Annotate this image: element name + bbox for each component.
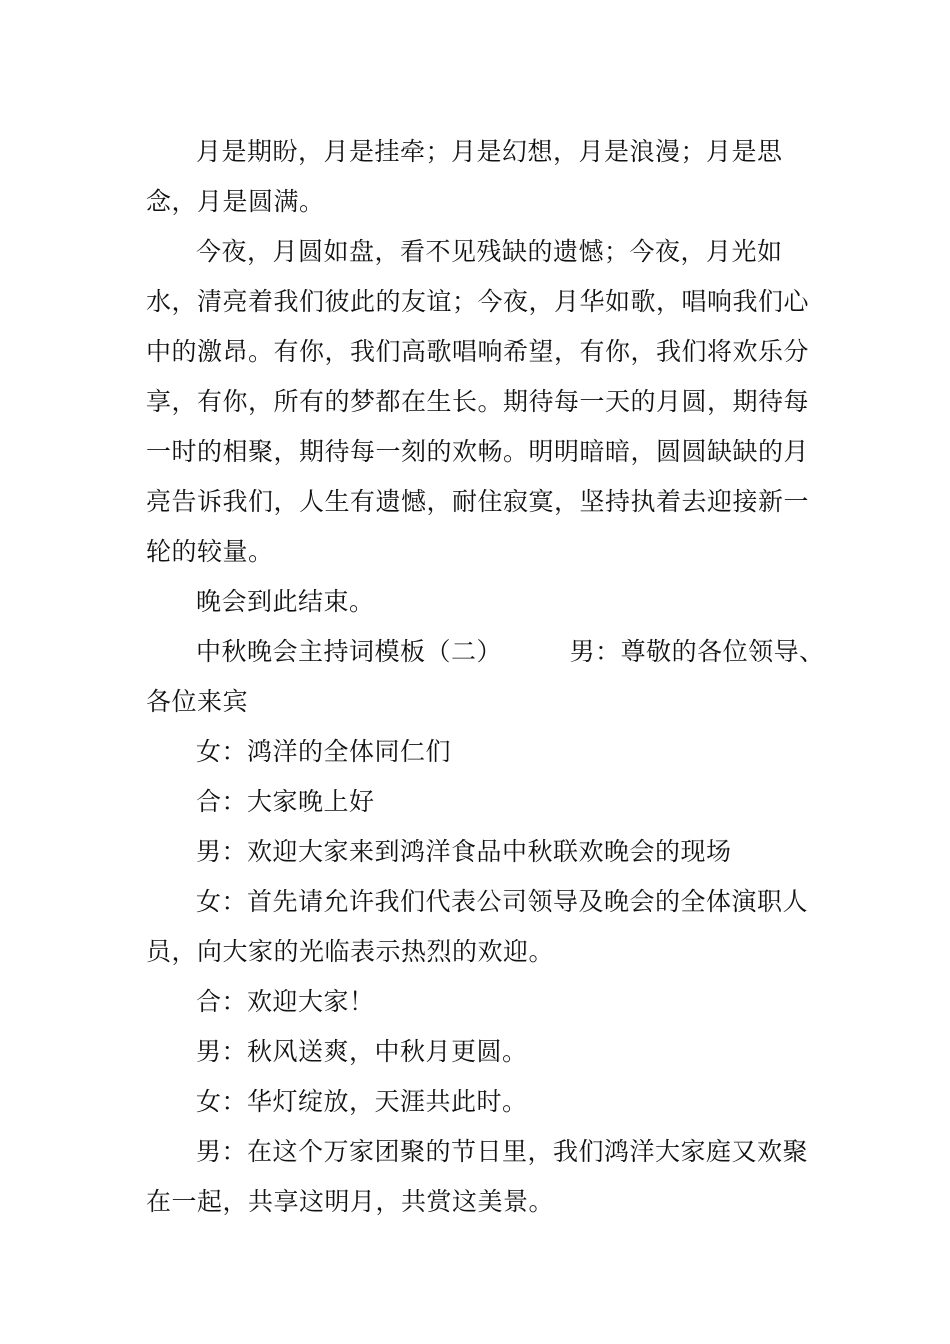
paragraph-female-greeting: 女：鸿洋的全体同仁们 — [196, 737, 452, 766]
paragraph-male-autumn: 男：秋风送爽，中秋月更圆。 — [196, 1037, 528, 1066]
paragraph-template-heading: 中秋晚会主持词模板（二） 男：尊敬的各位领导、各位来宾 — [146, 637, 825, 716]
paragraph-closing: 晚会到此结束。 — [196, 587, 375, 616]
paragraph-moon-intro: 月是期盼，月是挂牵；月是幻想，月是浪漫；月是思念，月是圆满。 — [146, 137, 783, 216]
paragraph-male-reunion: 男：在这个万家团聚的节日里，我们鸿洋大家庭又欢聚在一起，共享这明月，共赏这美景。 — [146, 1137, 809, 1216]
paragraph-male-welcome: 男：欢迎大家来到鸿洋食品中秋联欢晚会的现场 — [196, 837, 732, 866]
paragraph-together-welcome: 合：欢迎大家！ — [196, 987, 375, 1016]
paragraph-female-lights: 女：华灯绽放，天涯共此时。 — [196, 1087, 528, 1116]
paragraph-together-greeting: 合：大家晚上好 — [196, 787, 375, 816]
paragraph-female-welcome: 女：首先请允许我们代表公司领导及晚会的全体演职人员，向大家的光临表示热烈的欢迎。 — [146, 887, 809, 966]
document-body — [146, 127, 826, 1227]
paragraph-tonight: 今夜，月圆如盘，看不见残缺的遗憾；今夜，月光如水，清亮着我们彼此的友谊；今夜，月华如歌，唱响我们心中的激昂。有你，我们高歌唱响希望，有你，我们将欢乐分享，有你，所有的梦都在生长。期待每一天的月圆，期待每一时的相聚，期待每一刻的欢畅。明明暗暗，圆圆缺缺的月亮告诉我们，人生有遗憾，耐住寂寞，坚持执着去迎接新一轮的较量。 — [146, 237, 810, 566]
